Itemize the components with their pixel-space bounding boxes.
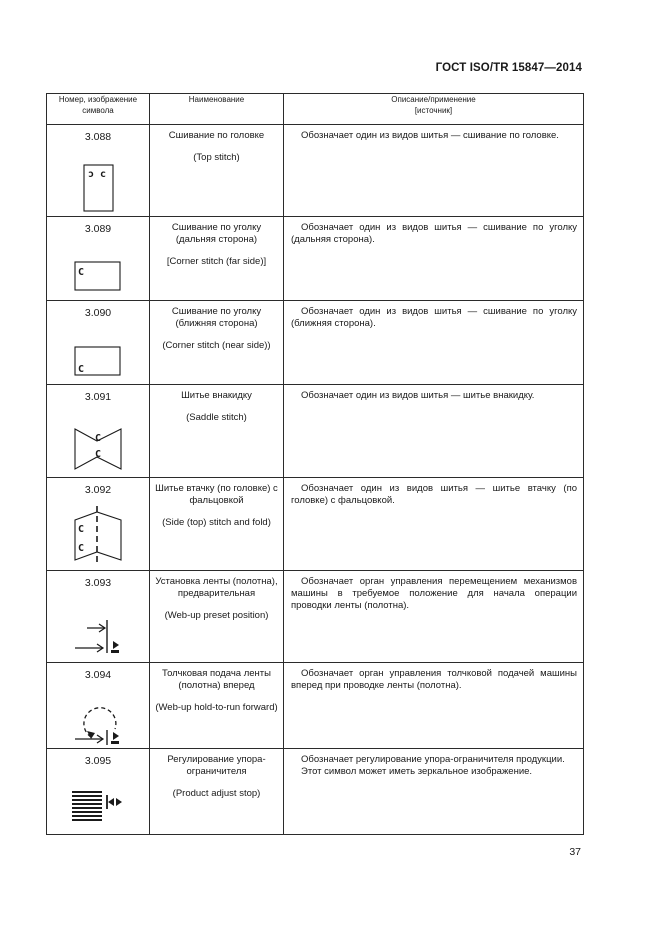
- name-cell: [150, 663, 284, 749]
- symbol-number: 3.088: [84, 131, 112, 143]
- description-text: Обозначает один из видов шитья — сшивание по уголку (ближняя сторона).: [291, 306, 577, 329]
- name-ru: Толчковая подача ленты (полотна) вперед: [162, 668, 271, 691]
- description-text: Обозначает один из видов шитья — сшивание по уголку (дальняя сторона).: [291, 222, 577, 245]
- name-ru: Установка ленты (полотна), предварительная: [155, 576, 278, 599]
- name-ru: Сшивание по уголку (ближняя сторона): [171, 306, 262, 329]
- name-en: [Corner stitch (far side)]: [166, 256, 267, 267]
- table-row: [47, 301, 584, 385]
- description-cell: [284, 749, 584, 835]
- svg-text:C: C: [78, 543, 85, 554]
- name-en: (Saddle stitch): [186, 412, 247, 423]
- description-cell: [284, 125, 584, 217]
- svg-text:ɔ: ɔ: [88, 169, 95, 180]
- symbol-cell: [47, 478, 150, 571]
- description-text: Обозначает орган управления перемещением механизмов машины в требуемое положение для начала операции проводки ленты (полотна).: [291, 576, 577, 611]
- name-ru: Сшивание по уголку (дальняя сторона): [171, 222, 262, 245]
- description-text: Обозначает один из видов шитья — шитье внакидку.: [301, 390, 535, 401]
- symbol-cell: [47, 125, 150, 217]
- symbol-cell: [47, 663, 150, 749]
- symbol-number: 3.094: [84, 669, 112, 681]
- name-ru: Шитье втачку (по головке) с фальцовкой: [155, 483, 278, 506]
- name-ru: Регулирование упора-ограничителя: [167, 754, 266, 777]
- name-ru: Шитье внакидку: [181, 390, 252, 401]
- svg-text:C: C: [78, 267, 85, 278]
- description-cell: [284, 217, 584, 301]
- name-en: (Product adjust stop): [172, 788, 261, 799]
- name-cell: [150, 478, 284, 571]
- name-cell: [150, 217, 284, 301]
- symbol-cell: [47, 385, 150, 478]
- name-cell: [150, 749, 284, 835]
- header-description-line1: Описание/применение: [391, 95, 476, 104]
- top-stitch-icon: [47, 125, 149, 217]
- symbol-number: 3.090: [84, 307, 112, 319]
- name-cell: [150, 125, 284, 217]
- header-description-line2: [источник]: [414, 106, 453, 115]
- page-number: 37: [569, 846, 581, 858]
- symbol-cell: [47, 749, 150, 835]
- name-cell: [150, 571, 284, 663]
- name-en: (Side (top) stitch and fold): [162, 517, 271, 528]
- name-ru: Сшивание по головке: [168, 130, 265, 141]
- table-row: [47, 663, 584, 749]
- side-stitch-fold-icon: [47, 478, 149, 571]
- name-en: (Corner stitch (near side)): [162, 340, 271, 351]
- table-row: [47, 385, 584, 478]
- standard-designation: ГОСТ ISO/TR 15847—2014: [435, 62, 582, 74]
- table-row: [47, 749, 584, 835]
- web-up-preset-icon: [47, 571, 149, 663]
- corner-stitch-far-icon: [47, 217, 149, 301]
- web-up-hold-to-run-icon: [47, 663, 149, 749]
- description-cell: [284, 663, 584, 749]
- symbol-number: 3.095: [84, 755, 112, 767]
- symbol-cell: [47, 571, 150, 663]
- description-cell: [284, 301, 584, 385]
- product-adjust-stop-icon: [47, 749, 149, 835]
- description-text: Обозначает один из видов шитья — шитье втачку (по головке) с фальцовкой.: [291, 483, 577, 506]
- name-en: (Top stitch): [193, 152, 240, 163]
- symbol-cell: [47, 217, 150, 301]
- name-en: (Web-up preset position): [164, 610, 269, 621]
- table-row: [47, 571, 584, 663]
- table-row: [47, 478, 584, 571]
- symbol-number: 3.093: [84, 577, 112, 589]
- table-row: [47, 125, 584, 217]
- svg-text:C: C: [95, 449, 102, 460]
- corner-stitch-near-icon: [47, 301, 149, 385]
- symbol-number: 3.091: [84, 391, 112, 403]
- symbols-table: [46, 93, 584, 835]
- description-text-note: Этот символ может иметь зеркальное изображение.: [301, 766, 533, 777]
- description-cell: [284, 385, 584, 478]
- table-row: [47, 217, 584, 301]
- table-header-row: [47, 94, 584, 125]
- description-cell: [284, 478, 584, 571]
- header-name: Наименование: [150, 94, 284, 125]
- symbol-number: 3.092: [84, 484, 112, 496]
- description-cell: [284, 571, 584, 663]
- svg-text:C: C: [78, 364, 85, 375]
- description-text: Обозначает один из видов шитья — сшивание по головке.: [301, 130, 559, 141]
- symbol-cell: [47, 301, 150, 385]
- symbol-number: 3.089: [84, 223, 112, 235]
- svg-text:C: C: [78, 524, 85, 535]
- header-number: Номер, изображение символа: [47, 94, 150, 125]
- name-en: (Web-up hold-to-run forward): [155, 702, 278, 713]
- description-text: Обозначает регулирование упора-ограничителя продукции.: [301, 754, 565, 765]
- saddle-stitch-icon: [47, 385, 149, 478]
- svg-text:C: C: [95, 433, 102, 444]
- header-description: [284, 94, 584, 125]
- svg-text:c: c: [100, 169, 107, 180]
- name-cell: [150, 301, 284, 385]
- description-text: Обозначает орган управления толчковой подачей машины вперед при проводке ленты (полотна).: [291, 668, 577, 691]
- name-cell: [150, 385, 284, 478]
